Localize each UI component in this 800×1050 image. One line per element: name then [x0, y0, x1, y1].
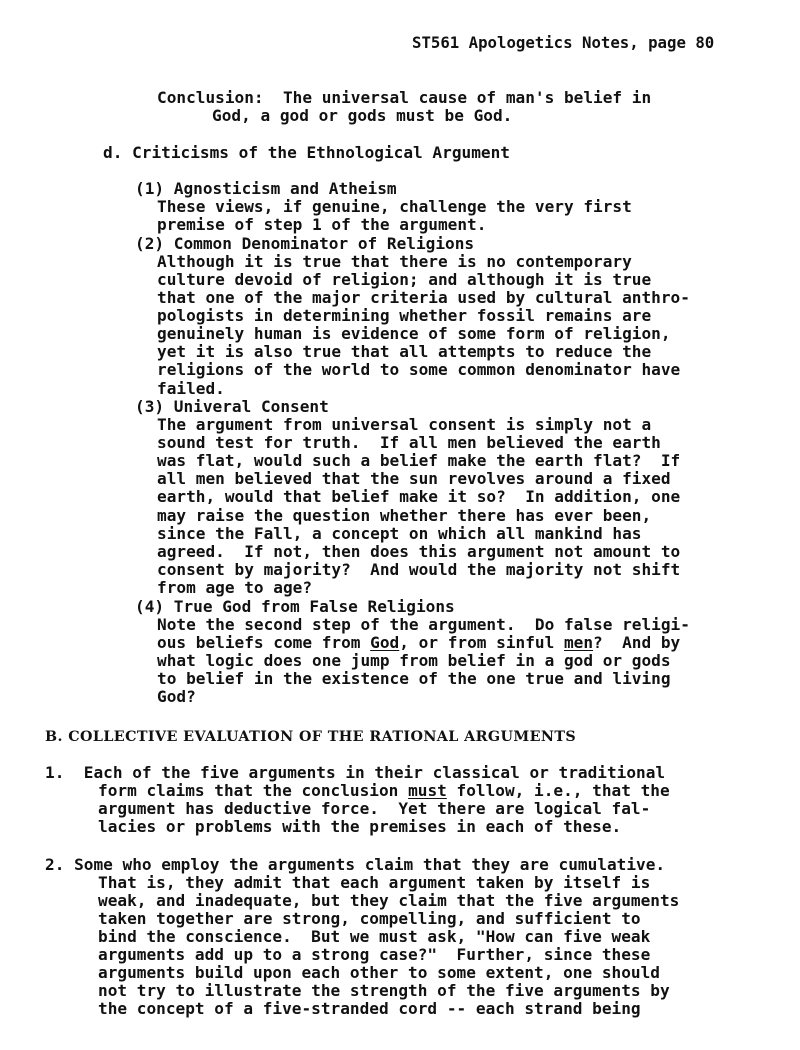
text-span: ous beliefs come from: [157, 633, 371, 652]
para-2-line: the concept of a five-stranded cord -- each strand being: [98, 999, 641, 1018]
item-3-line: The argument from universal consent is simply not a: [157, 415, 652, 434]
para-2-line: arguments build upon each other to some extent, one should: [98, 963, 660, 982]
item-1-line: premise of step 1 of the argument.: [157, 215, 487, 234]
para-2-line: not try to illustrate the strength of the five arguments by: [98, 981, 670, 1000]
conclusion-line-1: Conclusion: The universal cause of man's belief in: [157, 88, 652, 107]
para-1-line: lacies or problems with the premises in each of these.: [98, 817, 622, 836]
item-2-line: Although it is true that there is no contemporary: [157, 252, 632, 271]
text-span: , or from sinful: [399, 633, 564, 652]
item-3-line: was flat, would such a belief make the earth flat? If: [157, 451, 681, 470]
item-4-line: God?: [157, 687, 196, 706]
item-3-line: from age to age?: [157, 578, 313, 597]
item-3-title: (3) Univeral Consent: [135, 397, 329, 416]
item-2-line: failed.: [157, 379, 225, 398]
text-span: follow, i.e., that the: [446, 781, 670, 800]
para-2-line: 2. Some who employ the arguments claim that they are cumulative.: [45, 855, 666, 874]
para-1-line: argument has deductive force. Yet there are logical fal-: [98, 799, 651, 818]
para-2-line: taken together are strong, compelling, and sufficient to: [98, 909, 641, 928]
item-3-line: consent by majority? And would the majority not shift: [157, 560, 681, 579]
para-2-line: That is, they admit that each argument taken by itself is: [98, 873, 651, 892]
page-header: ST561 Apologetics Notes, page 80: [412, 33, 715, 52]
section-b-heading: B. COLLECTIVE EVALUATION OF THE RATIONAL ARGUMENTS: [45, 729, 577, 745]
item-2-line: religions of the world to some common denominator have: [157, 360, 681, 379]
underlined-word-god: God: [370, 633, 400, 652]
criticisms-heading: d. Criticisms of the Ethnological Argument: [103, 143, 510, 162]
item-2-line: culture devoid of religion; and although it is true: [157, 270, 652, 289]
item-3-line: all men believed that the sun revolves around a fixed: [157, 469, 671, 488]
para-1-line-underlined: [98, 782, 670, 800]
item-3-line: since the Fall, a concept on which all mankind has: [157, 524, 642, 543]
item-4-line: to belief in the existence of the one true and living: [157, 669, 671, 688]
item-4-title: (4) True God from False Religions: [135, 597, 455, 616]
para-2-line: weak, and inadequate, but they claim that the five arguments: [98, 891, 680, 910]
item-3-line: agreed. If not, then does this argument not amount to: [157, 542, 681, 561]
item-4-line: Note the second step of the argument. Do false religi-: [157, 615, 690, 634]
conclusion-line-2: God, a god or gods must be God.: [212, 106, 513, 125]
item-3-line: sound test for truth. If all men believed the earth: [157, 433, 661, 452]
text-span: ? And by: [593, 633, 681, 652]
item-2-line: that one of the major criteria used by cultural anthro-: [157, 288, 690, 307]
item-1-title: (1) Agnosticism and Atheism: [135, 179, 397, 198]
item-3-line: may raise the question whether there has ever been,: [157, 506, 652, 525]
item-4-line: what logic does one jump from belief in a god or gods: [157, 651, 671, 670]
item-2-title: (2) Common Denominator of Religions: [135, 234, 475, 253]
item-3-line: earth, would that belief make it so? In addition, one: [157, 487, 681, 506]
item-2-line: pologists in determining whether fossil remains are: [157, 306, 652, 325]
para-2-line: bind the conscience. But we must ask, "How can five weak: [98, 927, 651, 946]
item-2-line: genuinely human is evidence of some form of religion,: [157, 324, 671, 343]
item-1-line: These views, if genuine, challenge the very first: [157, 197, 632, 216]
para-2-line: arguments add up to a strong case?" Further, since these: [98, 945, 651, 964]
text-span: form claims that the conclusion: [98, 781, 409, 800]
underlined-word-must: must: [408, 781, 447, 800]
underlined-word-men: men: [563, 633, 594, 652]
item-2-line: yet it is also true that all attempts to reduce the: [157, 342, 652, 361]
item-4-line-underlined: [157, 634, 680, 652]
para-1-line: 1. Each of the five arguments in their classical or traditional: [45, 763, 666, 782]
